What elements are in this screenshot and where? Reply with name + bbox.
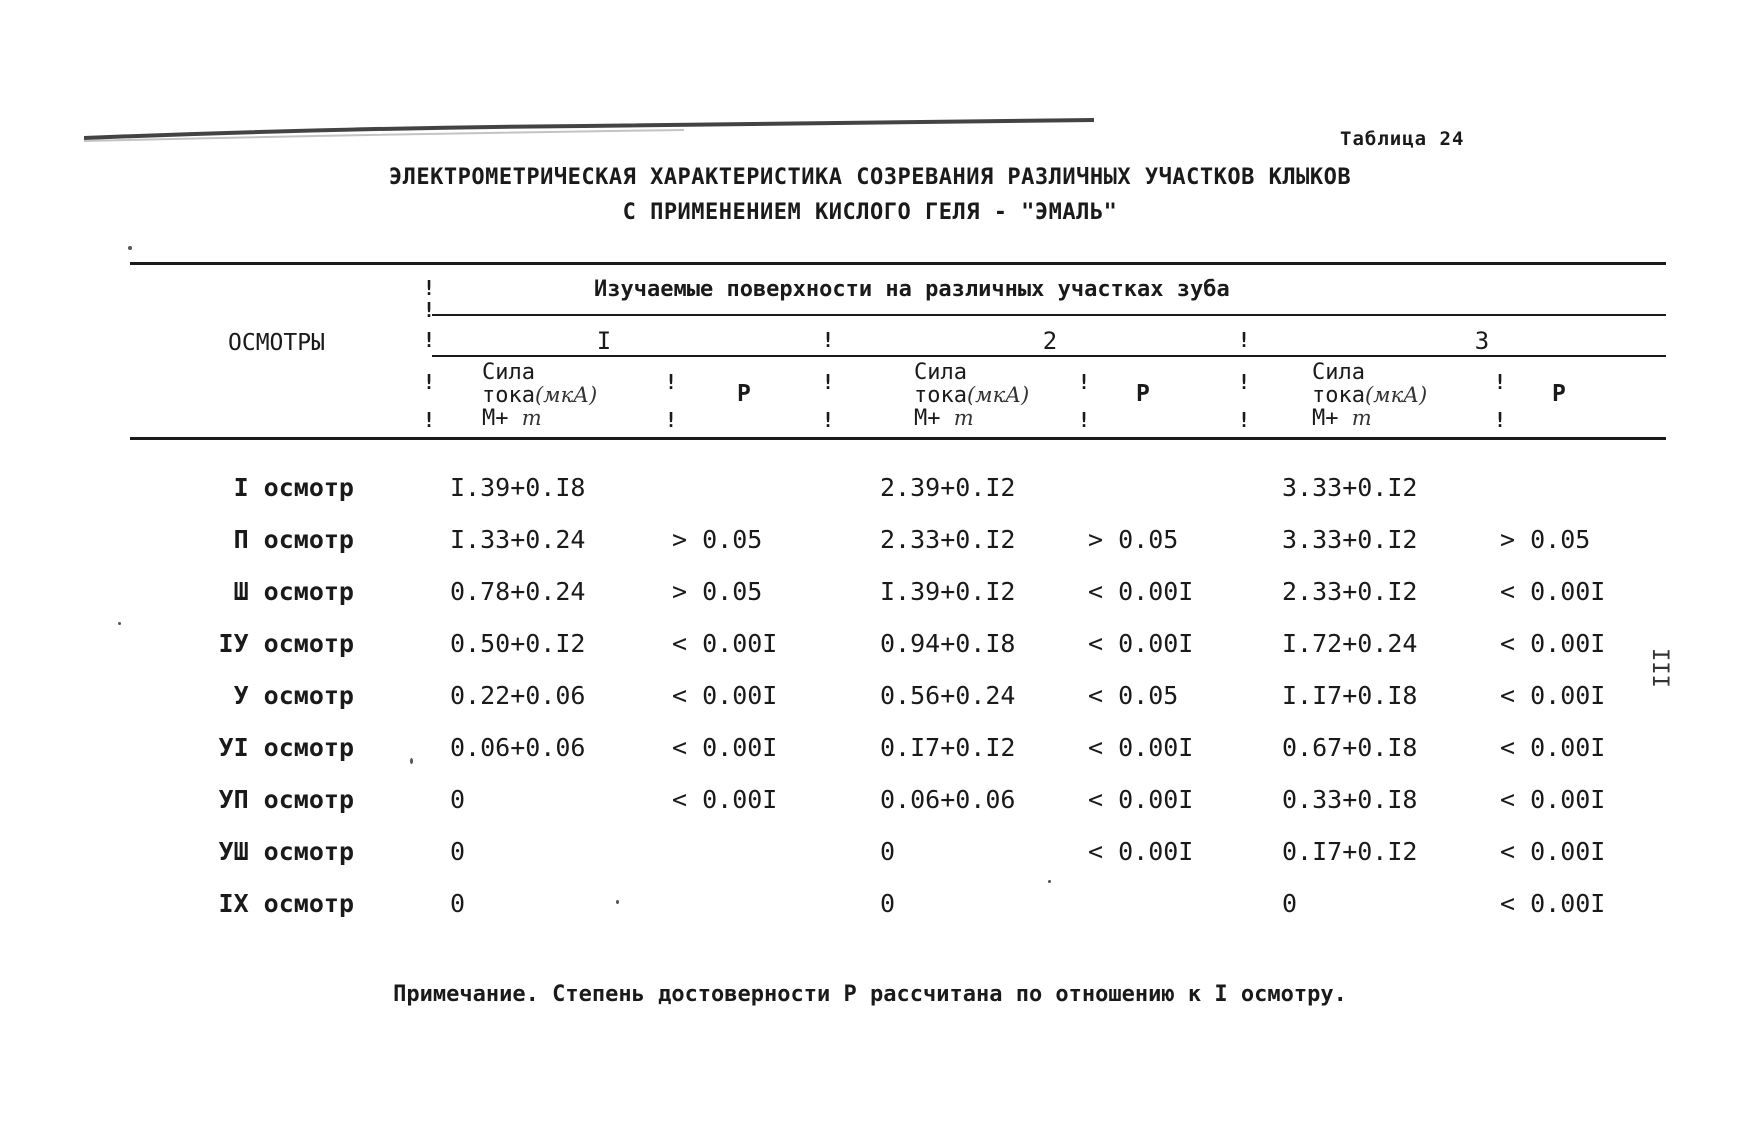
p-value-1: < 0.00I	[672, 785, 778, 814]
separator-mark: !	[423, 370, 436, 394]
p-header-3: Р	[1552, 381, 1566, 407]
p-value-1: > 0.05	[672, 577, 763, 606]
force-value-2: 0.94+0.I8	[880, 629, 1016, 658]
p-value-2: > 0.05	[1088, 525, 1179, 554]
separator-mark: !	[822, 408, 835, 432]
separator-mark: !	[423, 276, 436, 300]
separator-mark: !	[822, 370, 835, 394]
force-value-2: I.39+0.I2	[880, 577, 1016, 606]
scan-smudge-line	[84, 118, 1094, 144]
p-value-3: < 0.00I	[1500, 837, 1606, 866]
force-value-3: I.72+0.24	[1282, 629, 1418, 658]
p-value-3: > 0.05	[1500, 525, 1591, 554]
group-number-3: 3	[1474, 327, 1490, 355]
p-value-1: < 0.00I	[672, 681, 778, 710]
force-value-3: 0.I7+0.I2	[1282, 837, 1418, 866]
scan-speck	[128, 246, 132, 250]
force-value-1: 0.06+0.06	[450, 733, 586, 762]
header-row-label: ОСМОТРЫ	[228, 330, 325, 356]
p-value-1: < 0.00I	[672, 629, 778, 658]
force-value-2: 0.06+0.06	[880, 785, 1016, 814]
force-value-3: 0.67+0.I8	[1282, 733, 1418, 762]
table-title-line1: ЭЛЕКТРОМЕТРИЧЕСКАЯ ХАРАКТЕРИСТИКА СОЗРЕВАНИЯ РАЗЛИЧНЫХ УЧАСТКОВ КЛЫКОВ	[388, 165, 1352, 190]
force-value-3: 3.33+0.I2	[1282, 525, 1418, 554]
p-value-1: < 0.00I	[672, 733, 778, 762]
table-number: Таблица 24	[1340, 128, 1465, 150]
p-value-1: > 0.05	[672, 525, 763, 554]
force-value-2: 0	[880, 889, 896, 918]
header-surfaces: Изучаемые поверхности на различных участках зуба	[594, 277, 1230, 302]
separator-mark: !	[1494, 370, 1507, 394]
group-number-2: 2	[1042, 327, 1058, 355]
p-value-3: < 0.00I	[1500, 889, 1606, 918]
row-label: УШ осмотр	[218, 837, 354, 866]
row-label: УI осмотр	[218, 733, 354, 762]
force-header-1: Сила тока(мкА) М+ m	[482, 360, 598, 431]
p-value-2: < 0.00I	[1088, 837, 1194, 866]
force-value-1: I.39+0.I8	[450, 473, 586, 502]
row-label: Ш осмотр	[233, 577, 354, 606]
force-value-2: 0	[880, 837, 896, 866]
p-value-2: < 0.05	[1088, 681, 1179, 710]
separator-mark: !	[423, 328, 436, 352]
row-label: УП осмотр	[218, 785, 354, 814]
force-value-3: 2.33+0.I2	[1282, 577, 1418, 606]
separator-mark: !	[423, 408, 436, 432]
scan-speck	[1048, 880, 1051, 883]
force-value-3: 3.33+0.I2	[1282, 473, 1418, 502]
separator-mark: !	[1078, 370, 1091, 394]
p-value-3: < 0.00I	[1500, 733, 1606, 762]
row-label: П осмотр	[233, 525, 354, 554]
separator-mark: !	[1238, 328, 1251, 352]
p-value-2: < 0.00I	[1088, 629, 1194, 658]
row-label: IУ осмотр	[218, 629, 354, 658]
separator-mark: !	[423, 298, 436, 322]
force-header-3: Сила тока(мкА) М+ m	[1312, 360, 1428, 431]
force-value-3: I.I7+0.I8	[1282, 681, 1418, 710]
p-header-2: Р	[1136, 381, 1150, 407]
separator-mark: !	[1238, 408, 1251, 432]
p-value-3: < 0.00I	[1500, 629, 1606, 658]
force-value-1: 0.50+0.I2	[450, 629, 586, 658]
force-value-3: 0.33+0.I8	[1282, 785, 1418, 814]
force-value-1: 0	[450, 837, 466, 866]
scan-speck	[410, 758, 413, 764]
force-value-2: 2.33+0.I2	[880, 525, 1016, 554]
force-value-1: 0.78+0.24	[450, 577, 586, 606]
force-value-2: 0.56+0.24	[880, 681, 1016, 710]
force-value-2: 0.I7+0.I2	[880, 733, 1016, 762]
force-value-1: I.33+0.24	[450, 525, 586, 554]
table-top-rule	[130, 262, 1666, 265]
separator-mark: !	[665, 370, 678, 394]
p-value-3: < 0.00I	[1500, 681, 1606, 710]
p-header-1: Р	[737, 381, 751, 407]
p-value-3: < 0.00I	[1500, 785, 1606, 814]
row-label: IХ осмотр	[218, 889, 354, 918]
p-value-2: < 0.00I	[1088, 577, 1194, 606]
p-value-3: < 0.00I	[1500, 577, 1606, 606]
margin-page-number: III	[1647, 648, 1672, 688]
force-value-3: 0	[1282, 889, 1298, 918]
scan-speck	[616, 900, 619, 904]
force-value-1: 0.22+0.06	[450, 681, 586, 710]
row-label: I осмотр	[233, 473, 354, 502]
row-label: У осмотр	[233, 681, 354, 710]
separator-mark: !	[665, 408, 678, 432]
force-value-2: 2.39+0.I2	[880, 473, 1016, 502]
header-rule-2	[432, 355, 1666, 357]
scan-speck	[118, 622, 121, 625]
table-header-bottom-rule	[130, 437, 1666, 440]
p-value-2: < 0.00I	[1088, 785, 1194, 814]
table-footnote: Примечание. Степень достоверности Р рассчитана по отношению к I осмотру.	[393, 982, 1347, 1007]
force-value-1: 0	[450, 785, 466, 814]
table-title-line2: С ПРИМЕНЕНИЕМ КИСЛОГО ГЕЛЯ - "ЭМАЛЬ"	[622, 200, 1118, 225]
separator-mark: !	[1078, 408, 1091, 432]
separator-mark: !	[822, 328, 835, 352]
force-value-1: 0	[450, 889, 466, 918]
force-header-2: Сила тока(мкА) М+ m	[914, 360, 1030, 431]
separator-mark: !	[1238, 370, 1251, 394]
group-number-1: I	[596, 327, 612, 355]
header-rule-1	[432, 314, 1666, 316]
p-value-2: < 0.00I	[1088, 733, 1194, 762]
separator-mark: !	[1494, 408, 1507, 432]
